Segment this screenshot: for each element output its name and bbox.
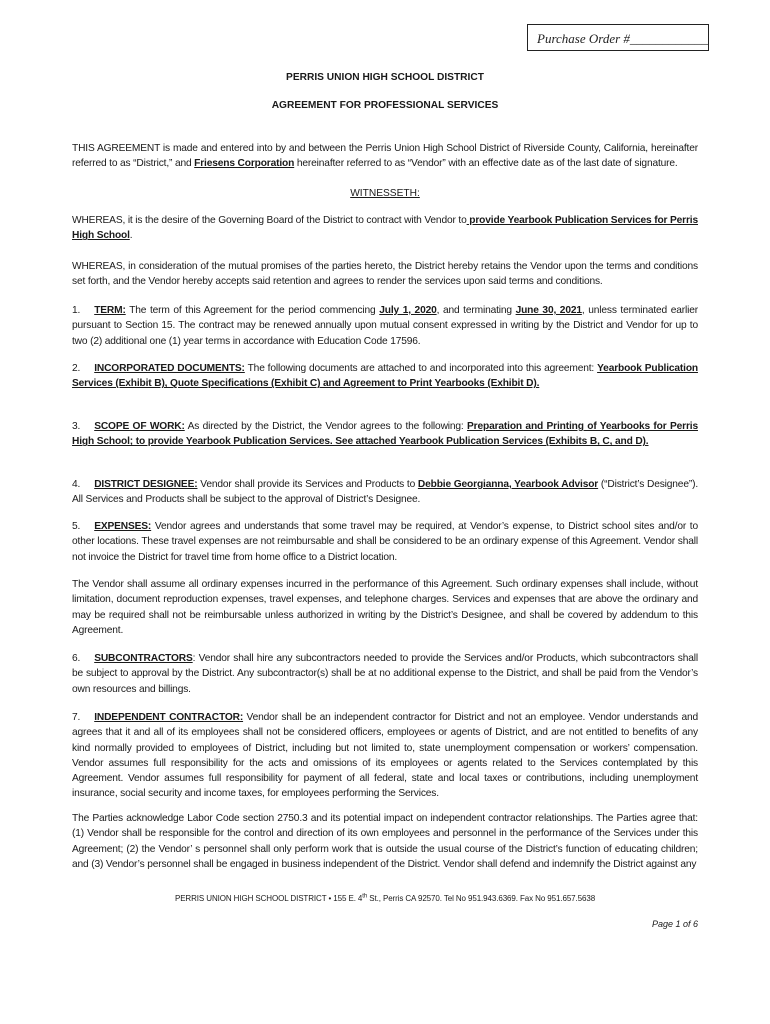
section-heading: DISTRICT DESIGNEE: bbox=[94, 479, 198, 490]
page-number: Page 1 of 6 bbox=[651, 919, 698, 929]
section-heading: SUBCONTRACTORS bbox=[94, 653, 193, 664]
term-end-date: June 30, 2021 bbox=[515, 305, 582, 316]
independent-contractor-paragraph-2: The Parties acknowledge Labor Code section 2750.3 and its potential impact on independent contractor relationships. The Parties agree that: (1) Vendor shall be responsible for the control and direction of its own employees and personnel in the performance of the Services under this Agreement; (2) the Vendor’ s personnel shall only perform work that is outside the usual course of the District’s function of educating children; and (3) Vendor’s personnel shall be engaged in business independent of the District. Vendor shall defend and indemnify the District against any bbox=[72, 813, 698, 870]
section-heading: TERM: bbox=[94, 305, 126, 316]
whereas-paragraph-2: WHEREAS, in consideration of the mutual promises of the parties hereto, the District hereby retains the Vendor upon the terms and conditions set forth, and the Vendor hereby accepts said retention and agrees to render the services upon said terms and conditions. bbox=[72, 261, 698, 288]
term-start-date: July 1, 2020 bbox=[379, 305, 437, 316]
section-incorporated-documents: 2. INCORPORATED DOCUMENTS: The following documents are attached to and incorporated into this agreement: Yearbook Publication Services (Exhibit B), Quote Specifications (Exhibit C) and Agreement to Print Yearbooks (Exhibit D). bbox=[72, 363, 698, 390]
purchase-order-box: Purchase Order #____________ bbox=[527, 24, 709, 51]
whereas-paragraph-1: WHEREAS, it is the desire of the Governing Board of the District to contract with Vendor to provide Yearbook Publication Services for Perris High School. bbox=[72, 215, 699, 242]
section-term: 1. TERM: The term of this Agreement for the period commencing July 1, 2020, and terminating June 30, 2021, unless terminated earlier pursuant to Section 15. The contract may be renewed annually upon mutual consent expressed in writing by the District and Vendor for up to two (2) additional one (1) year terms in accordance with Education Code 17596. bbox=[72, 305, 698, 347]
expenses-paragraph-2: The Vendor shall assume all ordinary expenses incurred in the performance of this Agreement. Such ordinary expenses shall include, without limitation, document reproduction expenses, travel expenses, and telephone charges. Services and expenses that are above the ordinary and may be required shall not be reimbursable unless authorized in writing by the District’s Designee, and shall be covered by addendum to this Agreement. bbox=[72, 579, 698, 636]
section-heading: EXPENSES: bbox=[94, 521, 152, 532]
district-heading: PERRIS UNION HIGH SCHOOL DISTRICT bbox=[286, 72, 484, 83]
page-footer: PERRIS UNION HIGH SCHOOL DISTRICT • 155 E. 4th St., Perris CA 92570. Tel No 951.943.6369. Fax No 951.657.5638 bbox=[174, 893, 596, 903]
section-heading: SCOPE OF WORK: bbox=[94, 421, 185, 432]
section-heading: INCORPORATED DOCUMENTS: bbox=[94, 363, 245, 374]
section-scope-of-work: 3. SCOPE OF WORK: As directed by the District, the Vendor agrees to the following: Preparation and Printing of Yearbooks for Perris High School; to provide Yearbook Publication Services. See attached Yearbook Publication Services (Exhibits B, C, and D). bbox=[72, 421, 698, 448]
witnesseth-heading: WITNESSETH: bbox=[350, 188, 420, 199]
incorporated-documents-list: Yearbook Publication Services (Exhibit B), Quote Specifications (Exhibit C) and Agreement to Print Yearbooks (Exhibit D). bbox=[72, 363, 698, 390]
intro-paragraph: THIS AGREEMENT is made and entered into by and between the Perris Union High School District of Riverside County, California, hereinafter referred to as “District,” and Friesens Corporation hereinafter referred to as “Vendor” with an effective date as of the last date of signature. bbox=[72, 143, 698, 170]
section-heading: INDEPENDENT CONTRACTOR: bbox=[94, 712, 244, 723]
section-independent-contractor: 7. INDEPENDENT CONTRACTOR: Vendor shall be an independent contractor for District and not an employee. Vendor understands and agrees that it and all of its employees shall not be considered officers, employees or agents of District, and are not entitled to benefits of any kind normally provided to employees of District, including but not limited to, state unemployment compensation or workers’ compensation. Vendor assumes full responsibility for the acts and omissions of its employees or agents related to the Services contemplated by this Agreement. Vendor assumes full responsibility for payment of all federal, state and local taxes or contributions, including unemployment insurance, social security and income taxes, for employees performing the Services. bbox=[72, 712, 698, 800]
vendor-name: Friesens Corporation bbox=[194, 158, 295, 170]
scope-description: Preparation and Printing of Yearbooks for Perris High School; to provide Yearbook Publication Services. See attached Yearbook Publication Services (Exhibits B, C, and D). bbox=[72, 421, 698, 448]
section-expenses: 5. EXPENSES: Vendor agrees and understands that some travel may be required, at Vendor’s expense, to District school sites and/or to other locations. These travel expenses are not reimbursable and shall be considered to be an ordinary expense of this Agreement. Vendor shall not invoice the District for travel time from home office to a District location. bbox=[72, 521, 698, 563]
section-subcontractors: 6. SUBCONTRACTORS: Vendor shall hire any subcontractors needed to provide the Services and/or Products, which subcontractors shall be subject to approval by the District. Any subcontractor(s) shall be at no additional expense to the District, and shall be paid from the Vendor’s own resources and billings. bbox=[72, 653, 698, 695]
section-district-designee: 4. DISTRICT DESIGNEE: Vendor shall provide its Services and Products to Debbie Georgianna, Yearbook Advisor (“District’s Designee”). All Services and Products shall be subject to the approval of District’s Designee. bbox=[72, 479, 699, 506]
agreement-title: AGREEMENT FOR PROFESSIONAL SERVICES bbox=[271, 100, 499, 111]
designee-name: Debbie Georgianna, Yearbook Advisor bbox=[417, 479, 599, 490]
service-description: provide Yearbook Publication Services for Perris High School bbox=[72, 215, 699, 242]
